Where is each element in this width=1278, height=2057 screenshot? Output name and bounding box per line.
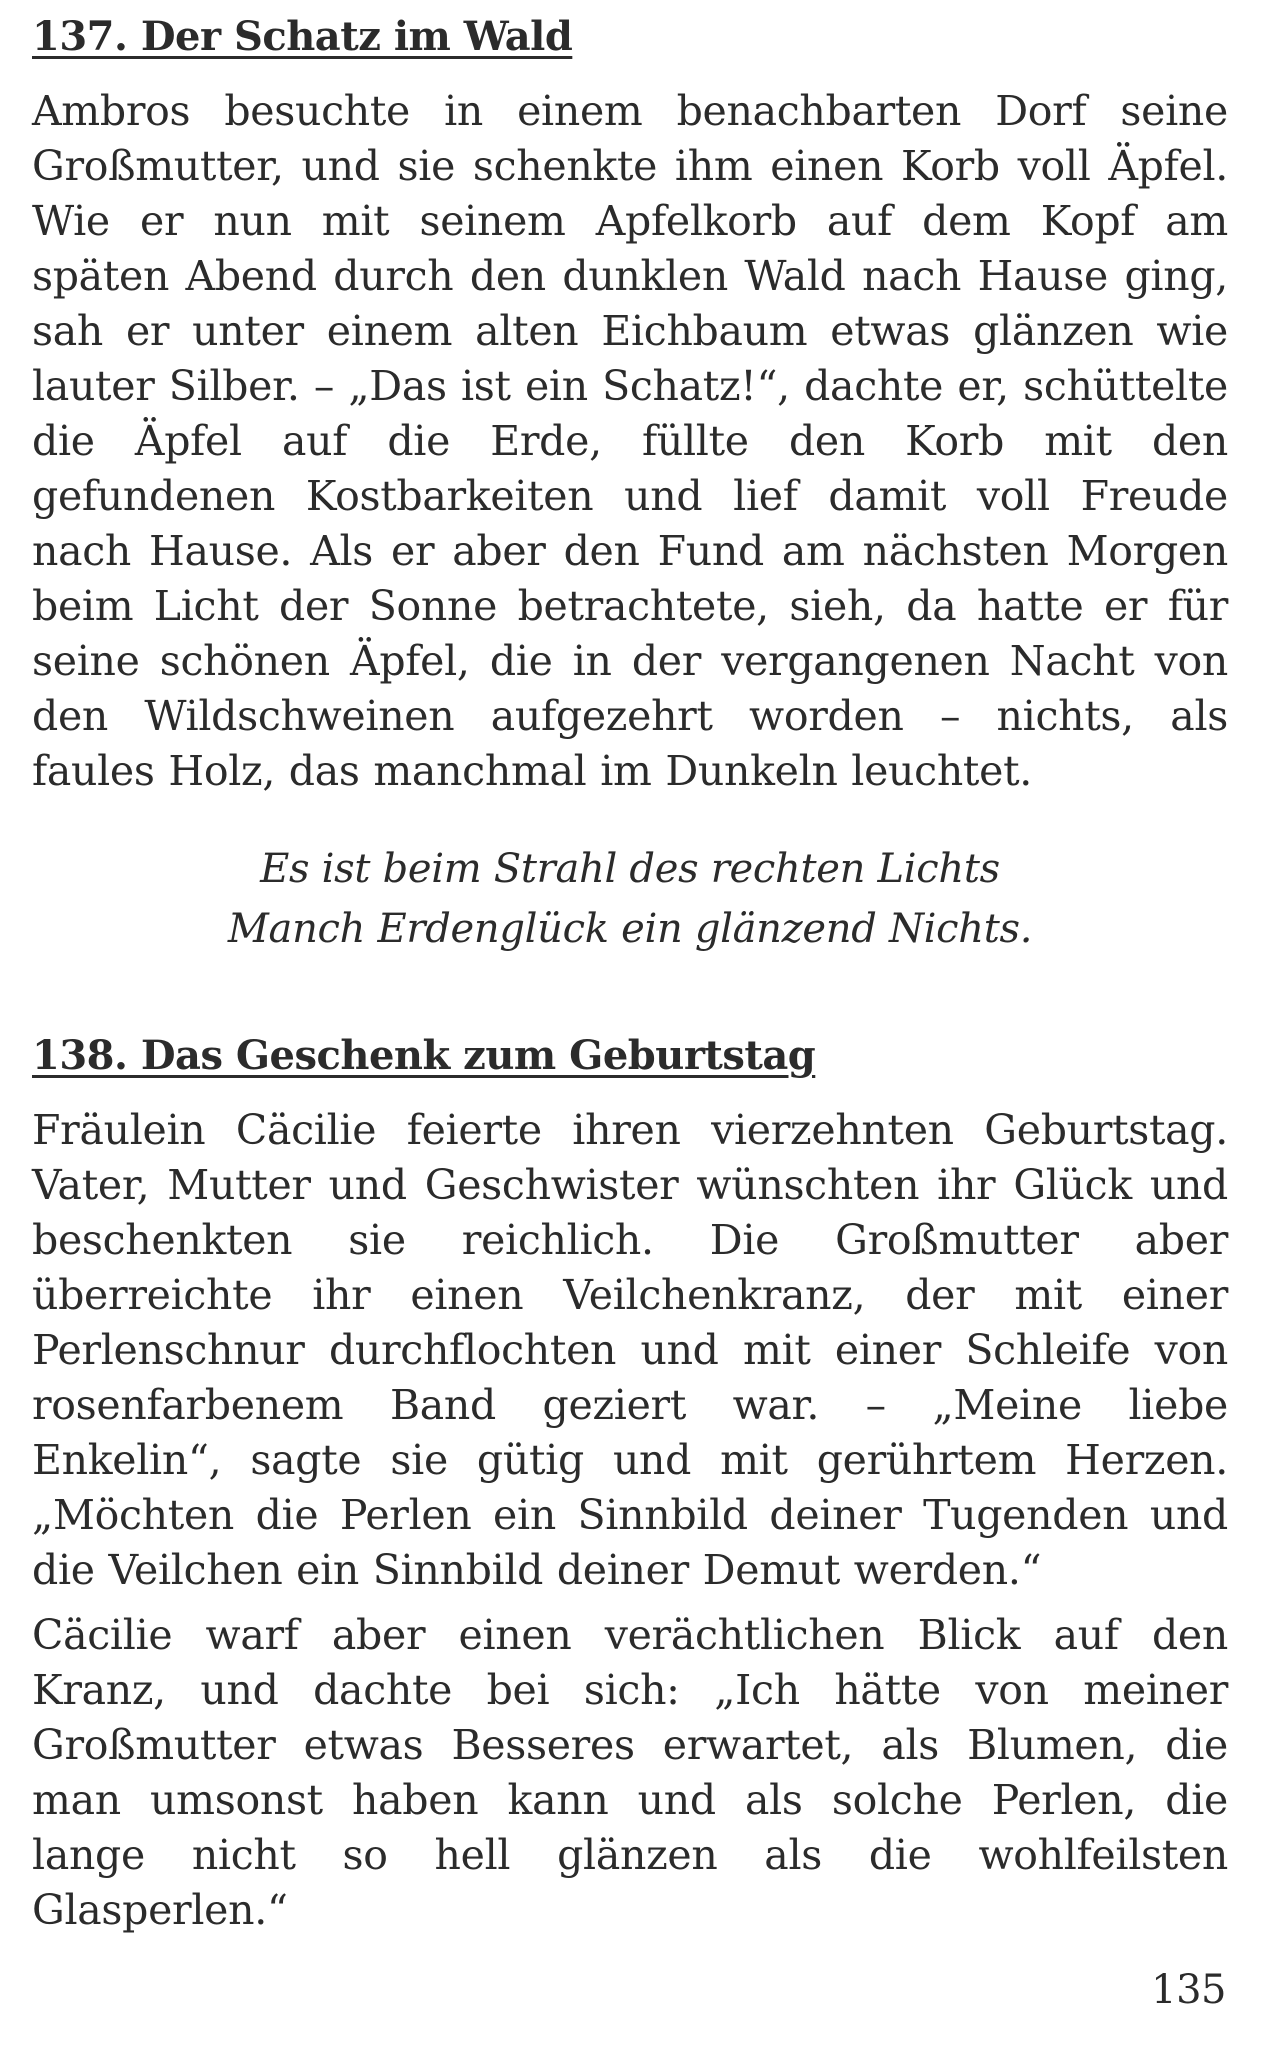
story-138-paragraph-1: Fräulein Cäcilie feierte ihren vierzehnten Geburtstag. Vater, Mutter und Geschwister wünschten ihr Glück und beschenkten sie reichlich. Die Großmutter aber überreichte ihr einen Veilchenkranz, der mit einer Perlenschnur durchflochten und mit einer Schleife von rosenfarbenem Band geziert war. – „Meine liebe Enkelin“, sagte sie gütig und mit gerührtem Herzen. „Möchten die Perlen ein Sinnbild deiner Tugenden und die Veilchen ein Sinnbild deiner Demut werden.“	[32, 1106, 1228, 1594]
story-137-title: 137. Der Schatz im Wald	[32, 13, 573, 60]
verse-line-1: Es ist beim Strahl des rechten Lichts	[260, 846, 1000, 892]
verse-line-2: Manch Erdenglück ein glänzend Nichts.	[227, 906, 1033, 952]
page-content	[32, 0, 1228, 1948]
story-138-paragraph-2: Cäcilie warf aber einen verächtlichen Blick auf den Kranz, und dachte bei sich: „Ich hätte von meiner Großmutter etwas Besseres erwartet, als Blumen, die man umsonst haben kann und als solche Perlen, die lange nicht so hell glänzen als die wohlfeilsten Glasperlen.“	[32, 1611, 1228, 1934]
page-number: 135	[1151, 1967, 1226, 2013]
story-138-title: 138. Das Geschenk zum Geburtstag	[32, 1032, 816, 1079]
story-137-moral-verse	[32, 839, 1228, 959]
story-137-paragraph: Ambros besuchte in einem benachbarten Dorf seine Großmutter, und sie schenkte ihm einen Korb voll Äpfel. Wie er nun mit seinem Apfelkorb auf dem Kopf am späten Abend durch den dunklen Wald nach Hause ging, sah er unter einem alten Eichbaum etwas glänzen wie lauter Silber. – „Das ist ein Schatz!“, dachte er, schüttelte die Äpfel auf die Erde, füllte den Korb mit den gefundenen Kostbarkeiten und lief damit voll Freude nach Hause. Als er aber den Fund am nächsten Morgen beim Licht der Sonne betrachtete, sieh, da hatte er für seine schönen Äpfel, die in der vergangenen Nacht von den Wildschweinen aufgezehrt worden – nichts, als faules Holz, das manchmal im Dunkeln leuchtet.	[32, 87, 1228, 795]
